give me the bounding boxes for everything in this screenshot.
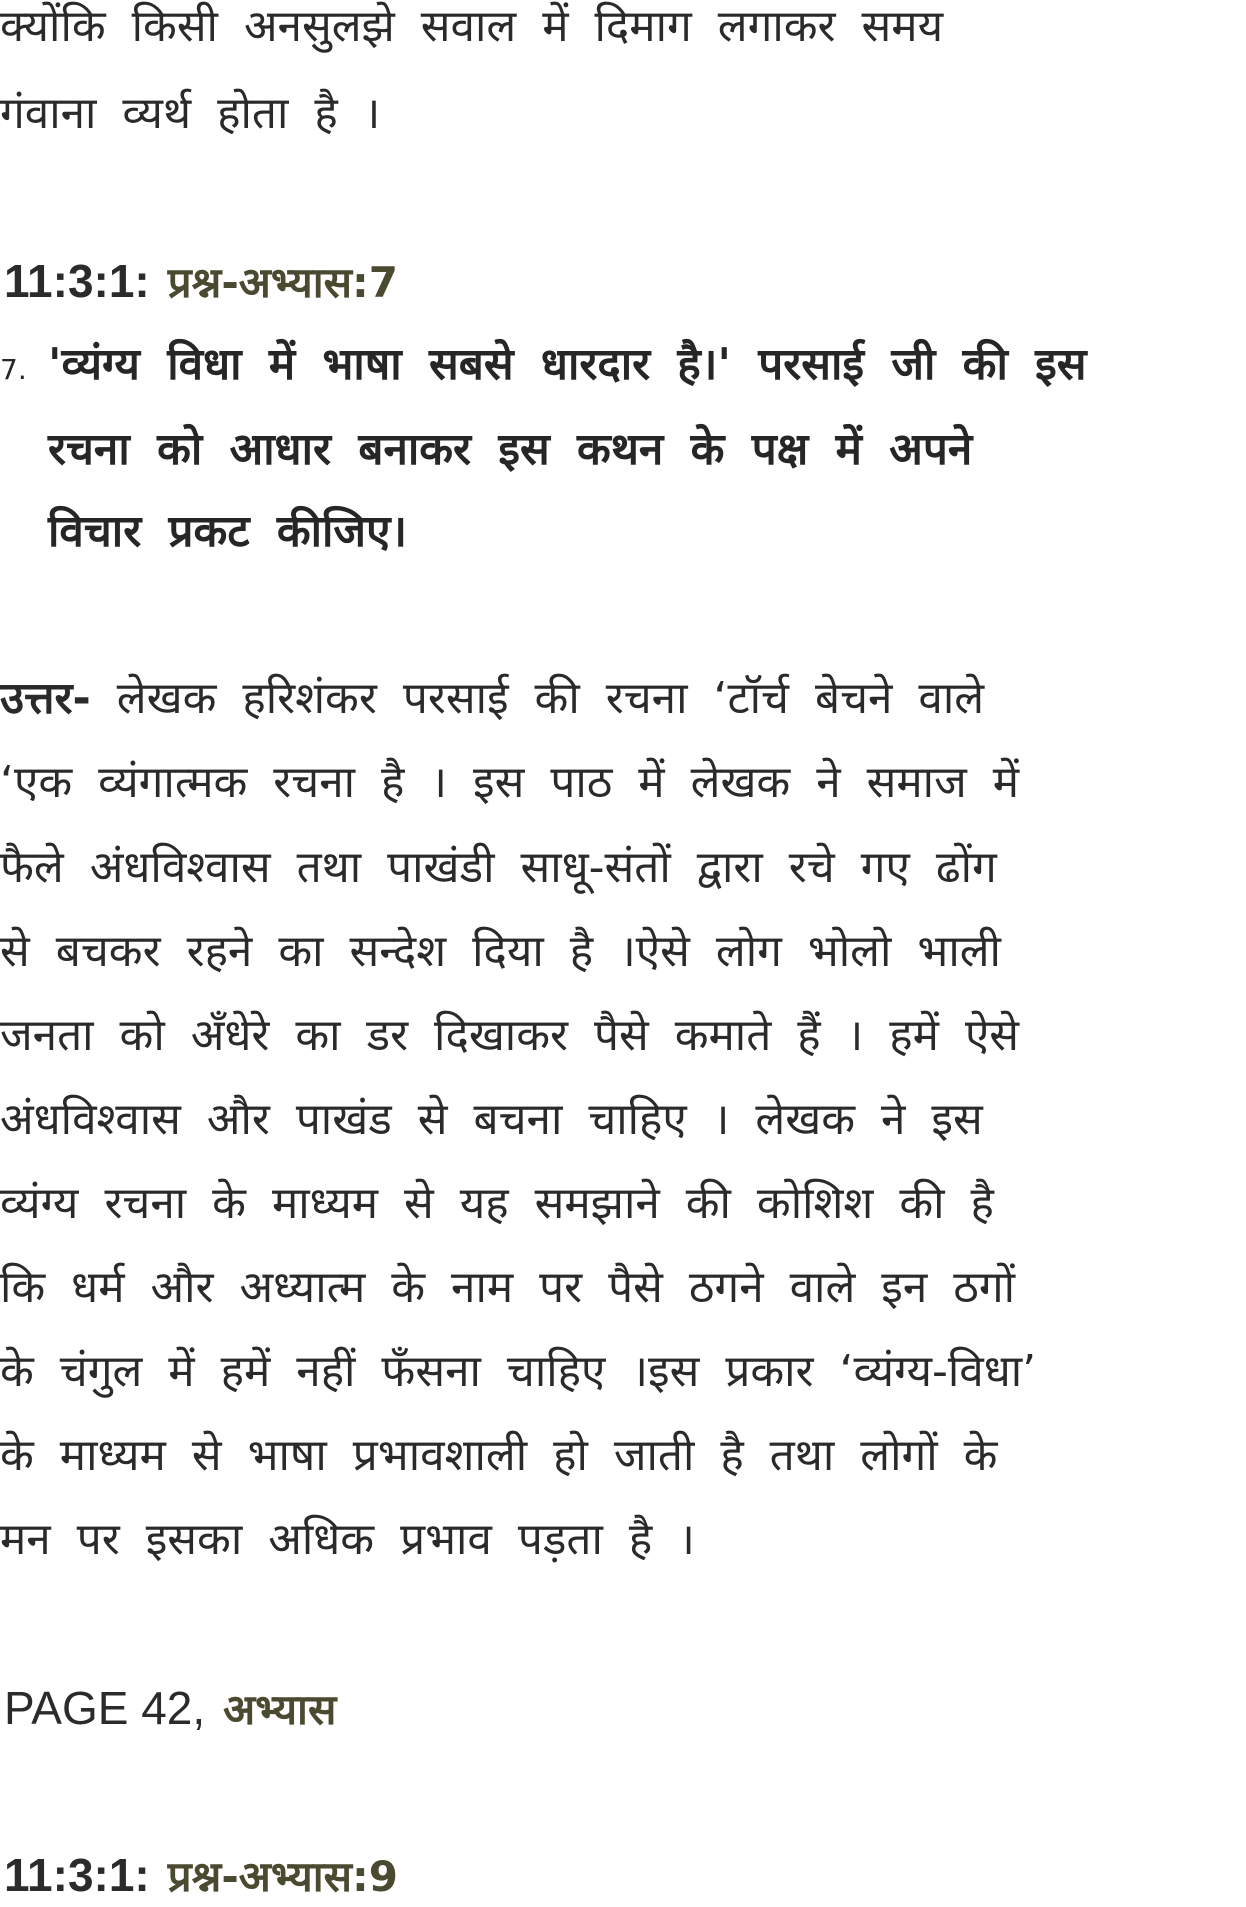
answer-line: व्यंग्य रचना के माध्यम से यह समझाने की कोशिश की है bbox=[0, 1178, 994, 1229]
answer-label: उत्तर- bbox=[0, 673, 91, 724]
answer-line: फैले अंधविश्वास तथा पाखंडी साधू-संतों द्वारा रचे गए ढोंग bbox=[0, 842, 997, 893]
question-line: विचार प्रकट कीजिए। bbox=[48, 506, 408, 557]
answer-line: मन पर इसका अधिक प्रभाव पड़ता है । bbox=[0, 1514, 695, 1565]
question-line bbox=[0, 335, 1087, 395]
question-line: रचना को आधार बनाकर इस कथन के पक्ष में अपने bbox=[48, 424, 973, 475]
answer-line: के माध्यम से भाषा प्रभावशाली हो जाती है तथा लोगों के bbox=[0, 1430, 998, 1481]
page-number: PAGE 42, bbox=[4, 1682, 206, 1734]
answer-line: ‘एक व्यंगात्मक रचना है । इस पाठ में लेखक ने समाज में bbox=[0, 757, 1020, 808]
page-heading-label: अभ्यास bbox=[223, 1685, 337, 1734]
answer-line: कि धर्म और अध्यात्म के नाम पर पैसे ठगने वाले इन ठगों bbox=[0, 1262, 1016, 1313]
heading-label: प्रश्न-अभ्यास:9 bbox=[167, 1852, 398, 1901]
answer-line: जनता को अँधेरे का डर दिखाकर पैसे कमाते हैं । हमें ऐसे bbox=[0, 1010, 1020, 1061]
heading-code: 11:3:1: bbox=[4, 255, 150, 307]
answer-line: के चंगुल में हमें नहीं फँसना चाहिए ।इस प्रकार ‘व्यंग्य-विधा’ bbox=[0, 1346, 1037, 1397]
answer-line: अंधविश्वास और पाखंड से बचना चाहिए । लेखक ने इस bbox=[0, 1094, 983, 1145]
heading-label: प्रश्न-अभ्यास:7 bbox=[167, 258, 398, 307]
page-heading bbox=[4, 1678, 336, 1738]
intro-line: गंवाना व्यर्थ होता है । bbox=[0, 88, 381, 139]
question-text: 'व्यंग्य विधा में भाषा सबसे धारदार है।' परसाई जी की इस bbox=[48, 339, 1087, 390]
intro-line: क्योंकि किसी अनसुलझे सवाल में दिमाग लगाकर समय bbox=[0, 1, 944, 52]
answer-line: से बचकर रहने का सन्देश दिया है ।ऐसे लोग भोलो भाली bbox=[0, 926, 1001, 977]
section-heading bbox=[4, 1845, 398, 1905]
question-number: 7. bbox=[0, 353, 27, 386]
heading-code: 11:3:1: bbox=[4, 1849, 150, 1901]
answer-text: लेखक हरिशंकर परसाई की रचना ‘टॉर्च बेचने वाले bbox=[116, 673, 985, 724]
answer-line bbox=[0, 669, 984, 729]
section-heading bbox=[4, 251, 398, 311]
